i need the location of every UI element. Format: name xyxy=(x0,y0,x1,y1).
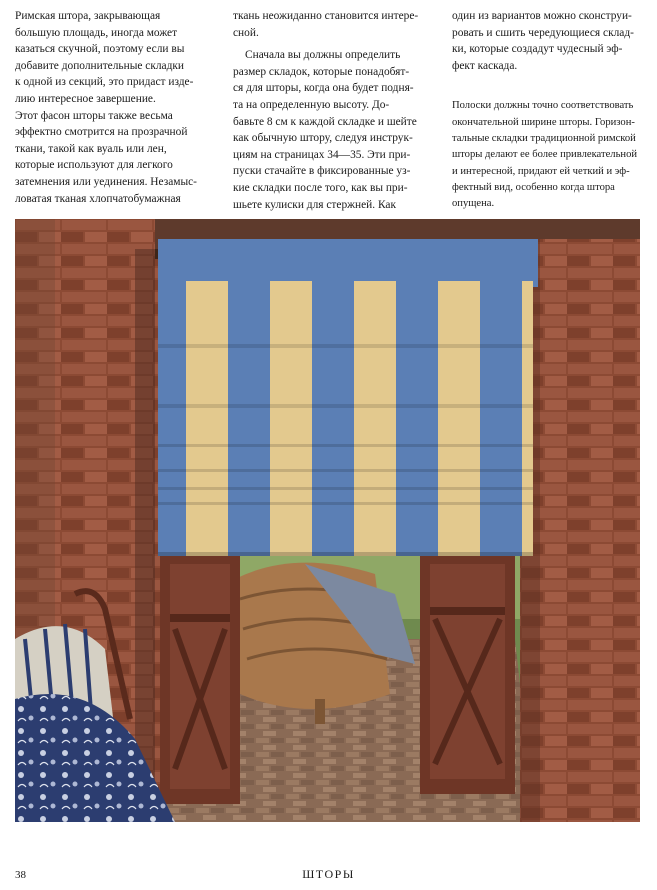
line: фектный вид, особенно когда штора xyxy=(452,181,615,193)
line: которые используют для легкого xyxy=(15,159,173,172)
line: размер складок, которые понадобят- xyxy=(233,65,410,78)
line: пуски стачайте в фиксированные уз- xyxy=(233,165,411,178)
line: большую площадь, иногда может xyxy=(15,26,178,39)
line: ткани, такой как вуаль или лен, xyxy=(15,142,167,155)
line: эффектно смотрится на прозрачной xyxy=(15,126,188,139)
column1-paragraph xyxy=(15,8,215,207)
line: опущена. xyxy=(452,198,495,210)
text-column-2 xyxy=(233,8,429,213)
photo-illustration xyxy=(15,219,640,822)
line: окончательной ширине шторы. Горизон- xyxy=(452,116,635,128)
text-column-3 xyxy=(452,8,648,212)
line: Римская штора, закрывающая xyxy=(15,10,161,22)
line: тальные складки традиционной римской xyxy=(452,132,636,144)
line: как обычную штору, следуя инструк- xyxy=(233,132,413,145)
line: сной. xyxy=(233,26,259,39)
line: ки, которые создадут чудесный эф- xyxy=(452,43,623,56)
roman-blind xyxy=(158,239,538,556)
line: один из вариантов можно сконструи- xyxy=(452,10,632,22)
right-door xyxy=(420,549,515,794)
line: ловатая тканая хлопчатобумажная xyxy=(15,192,181,205)
photo-caption xyxy=(452,98,648,212)
line: затемнения или уединения. Незамыс- xyxy=(15,175,197,188)
line: лию интересное завершение. xyxy=(15,92,156,105)
text-column-1 xyxy=(15,8,215,207)
line: бавьте 8 см к каждой складке и шейте xyxy=(233,115,417,128)
line: ткань неожиданно становится интере- xyxy=(233,10,419,22)
page-number: 38 xyxy=(15,869,26,881)
line: фект каскада. xyxy=(452,59,518,72)
line: Этот фасон шторы также весьма xyxy=(15,109,173,122)
left-door xyxy=(160,549,240,804)
line: шторы делают ее более привлекательной xyxy=(452,149,638,161)
line: Полоски должны точно соответствовать xyxy=(452,100,634,112)
line: к одной из секций, это придаст изде- xyxy=(15,76,194,89)
line: кие складки после того, как вы при- xyxy=(233,181,408,194)
running-head: ШТОРЫ xyxy=(302,867,355,881)
line: ровать и сшить чередующиеся склад- xyxy=(452,26,634,39)
line: та на определенную высоту. До- xyxy=(233,98,390,111)
line: шьете кулиски для стержней. Как xyxy=(233,198,396,211)
column2-paragraph-1 xyxy=(233,8,429,41)
line: и интересной, придают ей четкий и эф- xyxy=(452,165,630,177)
line: казаться скучной, поэтому если вы xyxy=(15,43,185,56)
line: ся для шторы, когда она будет подня- xyxy=(233,82,414,95)
column3-paragraph-1 xyxy=(452,8,648,74)
roman-blind-photo xyxy=(15,219,640,822)
line: циям на страницах 34—35. Эти при- xyxy=(233,148,411,161)
column2-paragraph-2 xyxy=(233,47,429,213)
line: добавите дополнительные складки xyxy=(15,59,185,72)
line: Сначала вы должны определить xyxy=(245,49,401,62)
